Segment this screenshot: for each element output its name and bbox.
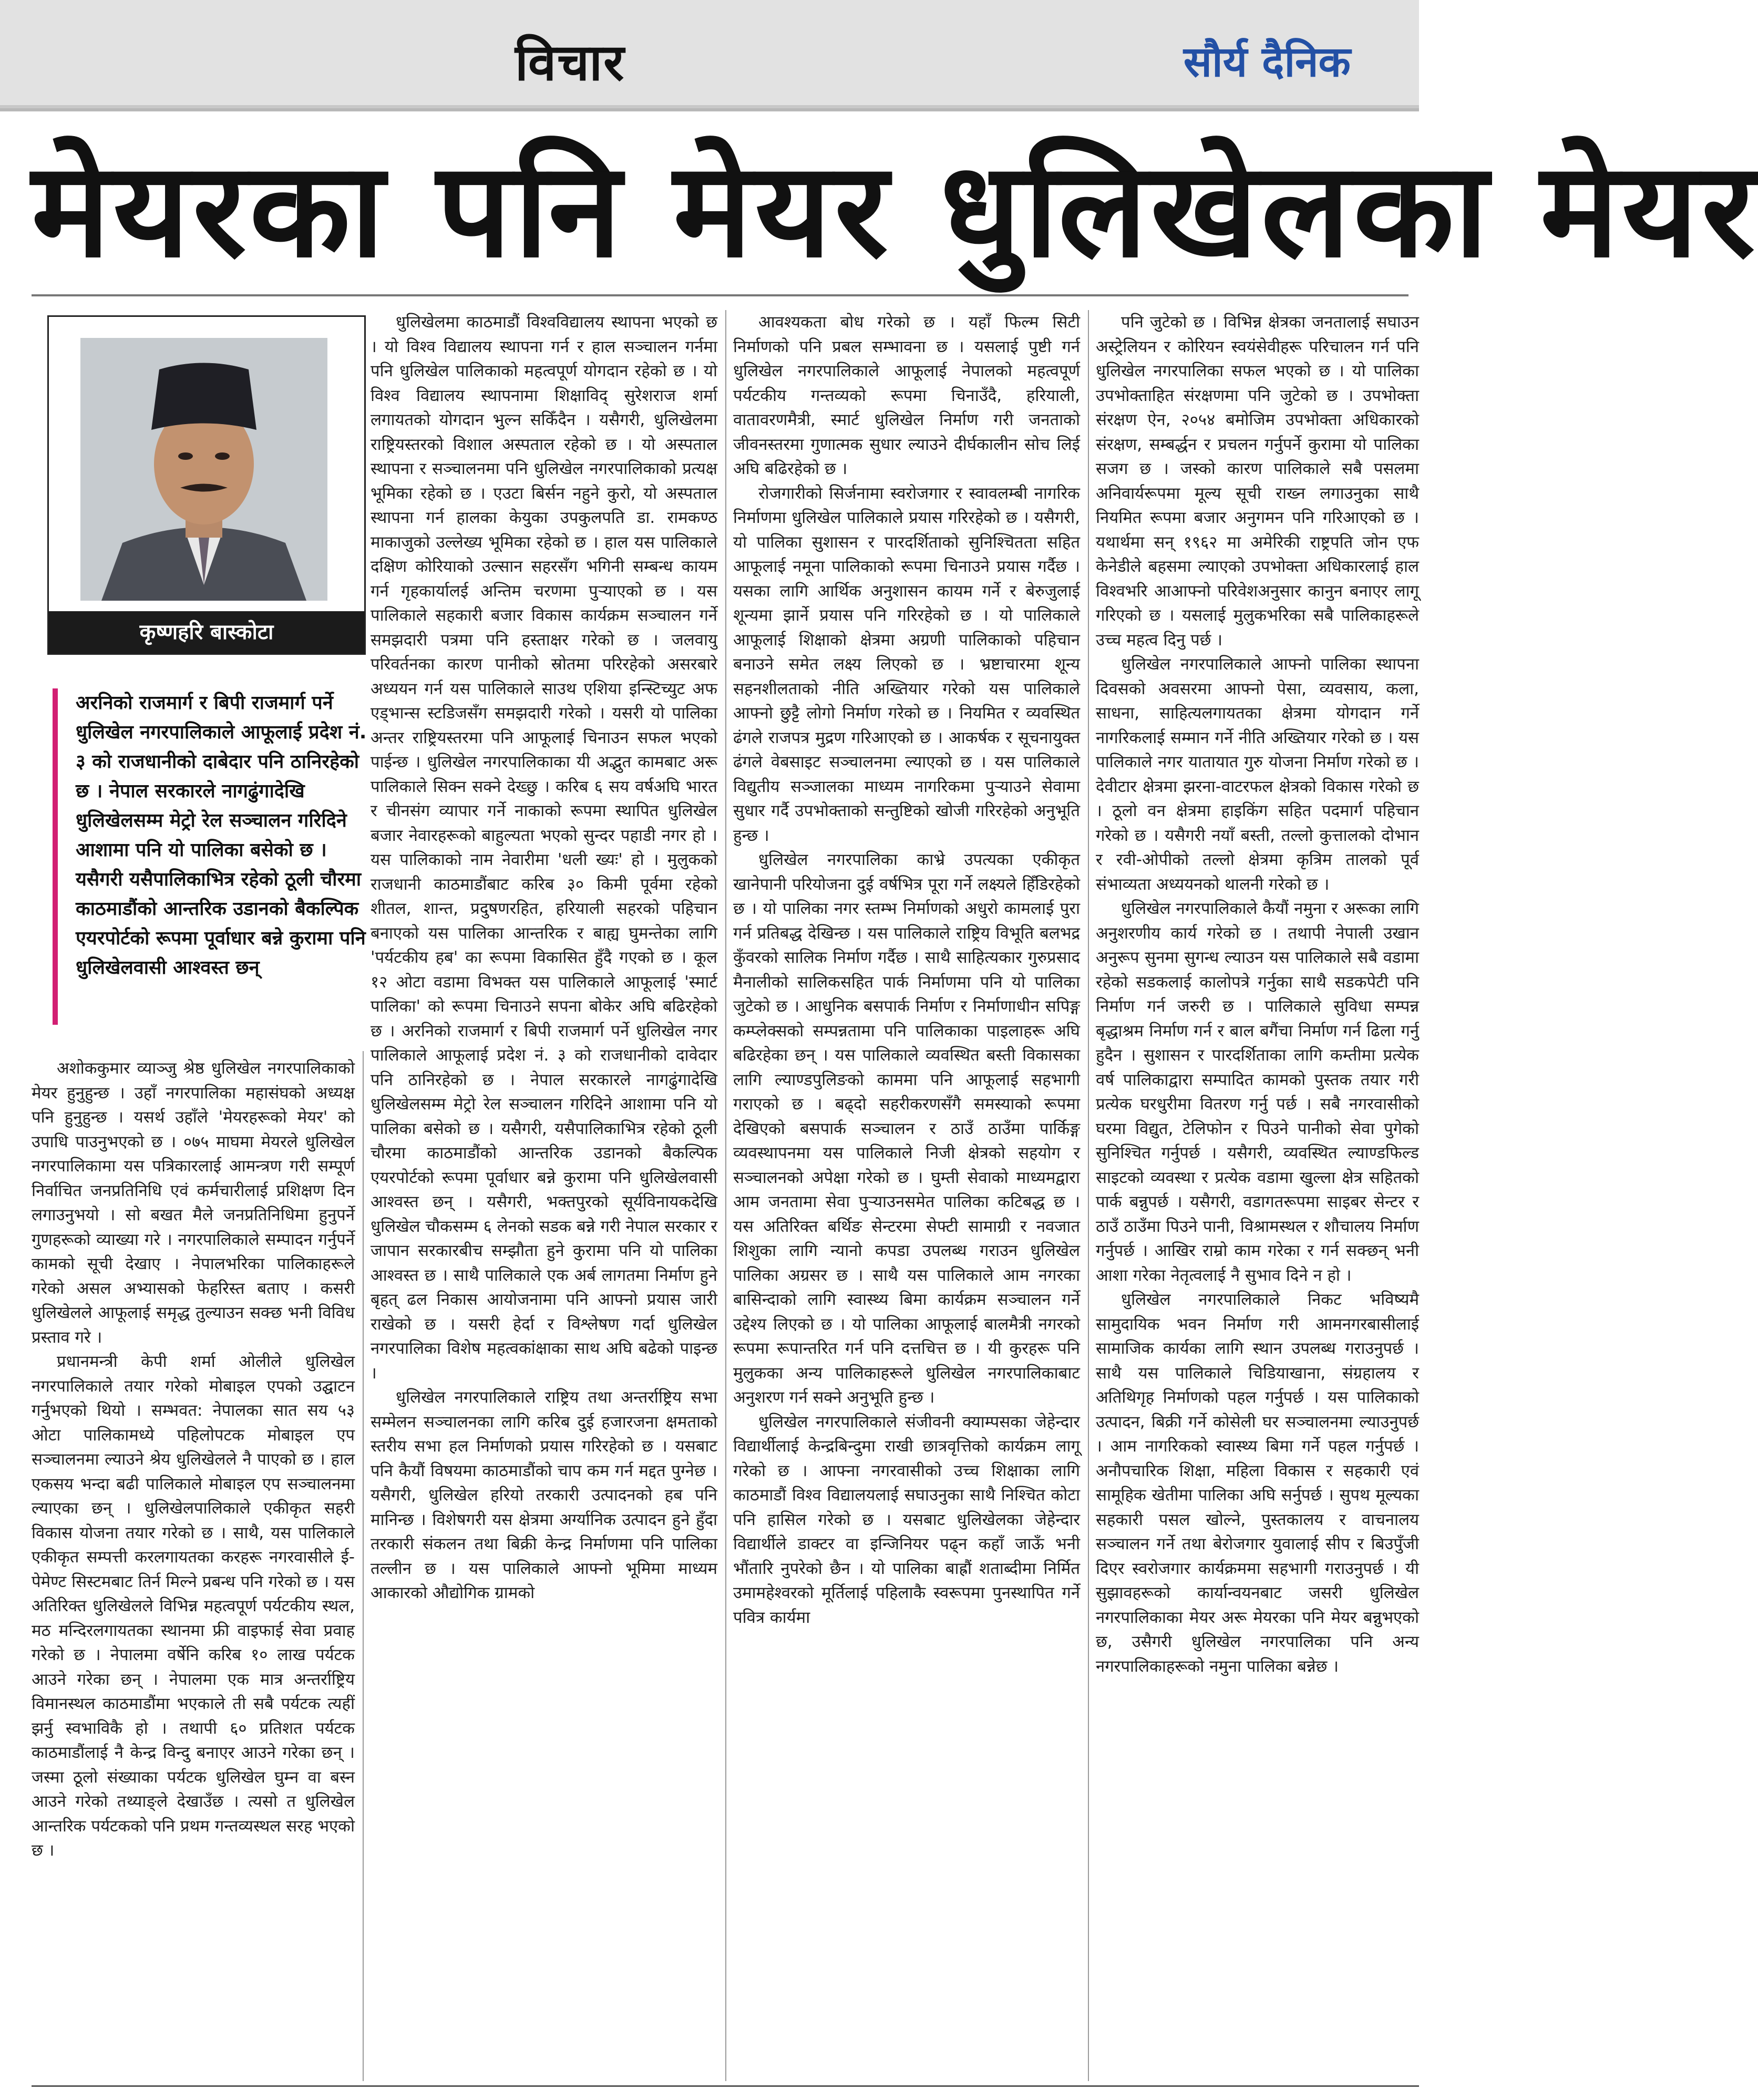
portrait-photo bbox=[80, 338, 327, 601]
article-column-2 bbox=[371, 310, 717, 2081]
article-headline: मेयरका पनि मेयर धुलिखेलका मेयर bbox=[32, 133, 1758, 286]
paragraph: आवश्यकता बोध गरेको छ । यहाँ फिल्म सिटी निर्माणको पनि प्रबल सम्भावना छ । यसलाई पुष्टी गर्न धुलिखेल नगरपालिकाले आफूलाई नेपालको महत्वपूर्ण पर्यटकीय गन्तव्यको रूपमा चिनाउँदै, हरियाली, वातावरणमैत्री, स्मार्ट धुलिखेल निर्माण गरी जनताको जीवनस्तरमा गुणात्मक सुधार ल्याउने दीर्घकालीन सोच लिई अघि बढिरहेको छ । bbox=[733, 313, 1080, 478]
section-label: विचार bbox=[515, 33, 625, 92]
portrait-icon bbox=[80, 338, 327, 601]
paragraph: धुलिखेल नगरपालिकाले राष्ट्रिय तथा अन्तर्राष्ट्रिय सभा सम्मेलन सञ्चालनका लागि करिब दुई हजारजना क्षमताको स्तरीय सभा हल निर्माणको प्रयास गरिरहेको छ । यसबाट पनि कैयौं विषयमा काठमाडौंको चाप कम गर्न मद्दत पुग्नेछ । यसैगरी, धुलिखेल हरियो तरकारी उत्पादनको हब पनि मानिन्छ । विशेषगरी यस क्षेत्रमा अर्ग्यानिक उत्पादन हुने हुँदा तरकारी संकलन तथा बिक्री केन्द्र निर्माणमा पनि पालिका तल्लीन छ । यस पालिकाले आफ्नो भूमिमा माध्यम आकारको औद्योगिक ग्रामको bbox=[371, 1388, 717, 1602]
paragraph: पनि जुटेको छ । विभिन्न क्षेत्रका जनतालाई सघाउन अस्ट्रेलियन र कोरियन स्वयंसेवीहरू परिचालन गर्न पनि धुलिखेल नगरपालिका सफल भएको छ । यो पालिका उपभोक्ताहित संरक्षणमा पनि जुटेको छ । उपभोक्ता संरक्षण ऐन, २०५४ बमोजिम उपभोक्ता अधिकारको संरक्षण, सम्बर्द्धन र प्रचलन गर्नुपर्ने कुरामा यो पालिका सजग छ । जस्को कारण पालिकाले सबै पसलमा अनिवार्यरूपमा मूल्य सूची राख्न लगाउनुका साथै नियमित रूपमा बजार अनुगमन पनि गरिआएको छ । यथार्थमा सन् १९६२ मा अमेरिकी राष्ट्रपति जोन एफ केनेडीले बहसमा ल्याएको उपभोक्ता अधिकारलाई हाल विश्वभरि आआफ्नो परिवेशअनुसार कानुन बनाएर लागू गरिएको छ । यसलाई मुलुकभरिका सबै पालिकाहरूले उच्च महत्व दिनु पर्छ । bbox=[1096, 313, 1419, 650]
paragraph: रोजगारीको सिर्जनामा स्वरोजगार र स्वावलम्बी नागरिक निर्माणमा धुलिखेल पालिकाले प्रयास गरिरहेको छ । यसैगरी, यो पालिका सुशासन र पारदर्शिताको सुनिश्चितता सहित आफूलाई नमूना पालिकाको रूपमा चिनाउने प्रयास गर्दैछ । यसका लागि आर्थिक अनुशासन कायम गर्ने र बेरुजुलाई शून्यमा झार्ने प्रयास पनि गरिरहेको छ । यो पालिकाले आफूलाई शिक्षाको क्षेत्रमा अग्रणी पालिकाको पहिचान बनाउने समेत लक्ष्य लिएको छ । भ्रष्टाचारमा शून्य सहनशीलताको नीति अख्तियार गरेको यस पालिकाले आफ्नो छुट्टै लोगो निर्माण गरेको छ । नियमित र व्यवस्थित ढंगले राजपत्र मुद्रण गरिआएको छ । आकर्षक र सूचनायुक्त ढंगले वेबसाइट सञ्चालनमा ल्याएको छ । यस पालिकाले विद्युतीय सञ्जालका माध्यम नागरिकमा पुऱ्याउने सेवामा सुधार गर्दै उपभोक्ताको सन्तुष्टिको खोजी गरिरहेको अनुभूति हुन्छ । bbox=[733, 483, 1080, 845]
article-column-3 bbox=[733, 310, 1080, 2081]
paragraph: धुलिखेल नगरपालिकाले संजीवनी क्याम्पसका जेहेन्दार विद्यार्थीलाई केन्द्रबिन्दुमा राखी छात्रवृत्तिको कार्यक्रम लागू गरेको छ । आफ्ना नगरवासीको उच्च शिक्षाका लागि काठमाडौं विश्व विद्यालयलाई सघाउनुका साथै निश्चित कोटा पनि हासिल गरेको छ । यसबाट धुलिखेलका जेहेन्दार विद्यार्थीले डाक्टर वा इन्जिनियर पढ्न कहाँ जाऊँ भनी भौंतारि नुपरेको छैन । यो पालिका बाह्रौं शताब्दीमा निर्मित उमामहेश्वरको मूर्तिलाई पहिलाकै स्वरूपमा पुनस्थापित गर्ने पवित्र कार्यमा bbox=[733, 1412, 1080, 1627]
column-divider bbox=[363, 1051, 364, 2081]
paragraph: धुलिखेल नगरपालिकाले निकट भविष्यमै सामुदायिक भवन निर्माण गरी आमनगरबासीलाई सामाजिक कार्यका लागि स्थान उपलब्ध गराउनुपर्छ । साथै यस पालिकाले चिडियाखाना, संग्रहालय र अतिथिगृह निर्माणको पहल गर्नुपर्छ । यस पालिकाको उत्पादन, बिक्री गर्ने कोसेली घर सञ्चालनमा ल्याउनुपर्छ । आम नागरिकको स्वास्थ्य बिमा गर्ने पहल गर्नुपर्छ । अनौपचारिक शिक्षा, महिला विकास र सहकारी एवं सामूहिक खेतीमा पालिका अघि सर्नुपर्छ । सुपथ मूल्यका सहकारी पसल खोल्ने, पुस्तकालय र वाचनालय सञ्चालन गर्ने तथा बेरोजगार युवालाई सीप र बिउपुँजी दिएर स्वरोजगार कार्यक्रममा सहभागी गराउनुपर्छ । यी सुझावहरूको कार्यान्वयनबाट जसरी धुलिखेल नगरपालिकाका मेयर अरू मेयरका पनि मेयर बन्नुभएको छ, उसैगरी धुलिखेल नगरपालिका पनि अन्य नगरपालिकाहरूको नमुना पालिका बन्नेछ । bbox=[1096, 1290, 1419, 1676]
paragraph: प्रधानमन्त्री केपी शर्मा ओलीले धुलिखेल नगरपालिकाले तयार गरेको मोबाइल एपको उद्घाटन गर्नुभएको थियो । सम्भवत: नेपालका सात सय ५३ ओटा पालिकामध्ये पहिलोपटक मोबाइल एप सञ्चालनमा ल्याउने श्रेय धुलिखेलले नै पाएको छ । हाल एकसय भन्दा बढी पालिकाले मोबाइल एप सञ्चालनमा ल्याएका छन् । धुलिखेलपालिकाले एकीकृत सहरी विकास योजना तयार गरेको छ । साथै, यस पालिकाले एकीकृत सम्पत्ती करलगायतका करहरू नगरवासीले ई-पेमेण्ट सिस्टमबाट तिर्न मिल्ने प्रबन्ध पनि गरेको छ । यस अतिरिक्त धुलिखेलले विभिन्न महत्वपूर्ण पर्यटकीय स्थल, मठ मन्दिरलगायतका स्थानमा फ्री वाइफाई सेवा प्रवाह गरेको छ । नेपालमा वर्षेनि करिब १० लाख पर्यटक आउने गरेका छन् । नेपालमा एक मात्र अन्तर्राष्ट्रिय विमानस्थल काठमाडौंमा भएकाले ती सबै पर्यटक त्यहीं झर्नु स्वभाविकै हो । तथापी ६० प्रतिशत पर्यटक काठमाडौंलाई नै केन्द्र विन्दु बनाएर आउने गरेका छन् । जस्मा ठूलो संख्याका पर्यटक धुलिखेल घुम्न वा बस्न आउने गरेको तथ्याङ्ले देखाउँछ । त्यसो त धुलिखेल आन्तरिक पर्यटकको पनि प्रथम गन्तव्यस्थल सरह भएको छ । bbox=[32, 1352, 355, 1860]
pull-quote: अरनिको राजमार्ग र बिपी राजमार्ग पर्ने धुलिखेल नगरपालिकाले आफूलाई प्रदेश नं. ३ को राजधानीको दाबेदार पनि ठानिरहेको छ । नेपाल सरकारले नागढुंगादेखि धुलिखेलसम्म मेट्रो रेल सञ्चालन गरिदिने आशामा पनि यो पालिका बसेको छ । यसैगरी यसैपालिकाभित्र रहेको ठूली चौरमा काठमाडौंको आन्तरिक उडानको बैकल्पिक एयरपोर्टको रूपमा पूर्वाधार बन्ने कुरामा पनि धुलिखेलवासी आश्वस्त छन् bbox=[53, 688, 370, 1025]
column-divider bbox=[725, 310, 726, 2081]
article-column-1 bbox=[32, 1056, 355, 2081]
article-column-4 bbox=[1096, 310, 1419, 2081]
paragraph: धुलिखेलमा काठमाडौं विश्वविद्यालय स्थापना भएको छ । यो विश्व विद्यालय स्थापना गर्न र हाल सञ्चालन गर्नमा पनि धुलिखेल पालिकाको महत्वपूर्ण योगदान रहेको छ । यो विश्व विद्यालय स्थापनामा शिक्षाविद् सुरेशराज शर्मा लगायतको योगदान भुल्न सकिँदैन । यसैगरी, धुलिखेलमा राष्ट्रियस्तरको विशाल अस्पताल रहेको छ । यो अस्पताल स्थापना र सञ्चालनमा पनि धुलिखेल नगरपालिकाको प्रत्यक्ष भूमिका रहेको छ । एउटा बिर्सन नहुने कुरो, यो अस्पताल स्थापना गर्न हालका केयुका उपकुलपति डा. रामकण्ठ माकाजुको उल्लेख्य भूमिका रहेको छ । हाल यस पालिकाले दक्षिण कोरियाको उल्सान सहरसँग भगिनी सम्बन्ध कायम गर्न गृहकार्यालई अन्तिम चरणमा पुऱ्याएको छ । यस पालिकाले सहकारी बजार विकास कार्यक्रम सञ्चालन गर्ने समझदारी पत्रमा पनि हस्ताक्षर गरेको छ । जलवायु परिवर्तनका कारण पानीको स्रोतमा परिरहेको असरबारे अध्ययन गर्न यस पालिकाले साउथ एशिया इन्स्टिच्युट अफ एड्भान्स स्टडिजसँग समझदारी गरेको । यसरी यो पालिका अन्तर राष्ट्रियस्तरमा पनि आफूलाई चिनाउन सफल भएको पाईन्छ । धुलिखेल नगरपालिकाका यी अद्भुत कामबाट अरू पालिकाले सिक्न सक्ने देख्छु । करिब ६ सय वर्षअघि भारत र चीनसंग व्यापार गर्ने नाकाको रूपमा स्थापित धुलिखेल बजार नेवारहरूको बाहुल्यता भएको सुन्दर पहाडी नगर हो । यस पालिकाको नाम नेवारीमा 'धली ख्यः' हो । मुलुकको राजधानी काठमाडौंबाट करिब ३० किमी पूर्वमा रहेको शीतल, शान्त, प्रदुषणरहित, हरियाली सहरको पहिचान बनाएको यस पालिका आन्तरिक र बाह्य घुमन्तेका लागि 'पर्यटकीय हब' का रूपमा विकासित हुँदै गएको छ । कूल १२ ओटा वडामा विभक्त यस पालिकाले आफूलाई 'स्मार्ट पालिका' को रूपमा चिनाउने सपना बोकेर अघि बढिरहेको छ । अरनिको राजमार्ग र बिपी राजमार्ग पर्ने धुलिखेल नगर पालिकाले आफूलाई प्रदेश नं. ३ को राजधानीको दावेदार पनि ठानिरहेको छ । नेपाल सरकारले नागढुंगादेखि धुलिखेलसम्म मेट्रो रेल सञ्चालन गरिदिने आशामा पनि यो पालिका बसेको छ । यसैगरी, यसैपालिकाभित्र रहेको ठूली चौरमा काठमाडौंको आन्तरिक उडानको बैकल्पिक एयरपोर्टको रूपमा पूर्वाधार बन्ने कुरामा पनि धुलिखेलवासी आश्वस्त छन् । यसैगरी, भक्तपुरको सूर्यविनायकदेखि धुलिखेल चौकसम्म ६ लेनको सडक बन्ने गरी नेपाल सरकार र जापान सरकारबीच सम्झौता हुने कुरामा पनि यो पालिका आश्वस्त छ । साथै पालिकाले एक अर्ब लागतमा निर्माण हुने बृहत् ढल निकास आयोजनामा पनि आफ्नो प्रयास जारी राखेको छ । यसरी हेर्दा र विश्लेषण गर्दा धुलिखेल नगरपालिका विशेष महत्वकांक्षाका साथ अघि बढेको पाइन्छ । bbox=[371, 313, 717, 1383]
page-header bbox=[0, 0, 1419, 108]
footer-rule bbox=[32, 2085, 1419, 2087]
column-divider bbox=[1088, 310, 1089, 2081]
paragraph: धुलिखेल नगरपालिकाले आफ्नो पालिका स्थापना दिवसको अवसरमा आफ्नो पेसा, व्यवसाय, कला, साधना, साहित्यलगायतका क्षेत्रमा योगदान गर्ने नागरिकलाई सम्मान गर्ने नीति अख्तियार गरेको छ । यस पालिकाले नगर यातायात गुरु योजना निर्माण गरेको छ । देवीटार क्षेत्रमा झरना-वाटरफल क्षेत्रको विकास गरेको छ । ठूलो वन क्षेत्रमा हाइकिंग सहित पदमार्ग पहिचान गरेको छ । यसैगरी नयाँ बस्ती, तल्लो कुत्तालको दोभान र रवी-ओपीको तल्लो क्षेत्रमा कृत्रिम तालको पूर्व संभाव्यता अध्ययनको थालनी गरेको छ । bbox=[1096, 655, 1419, 894]
author-photo-box bbox=[47, 315, 366, 655]
paragraph: धुलिखेल नगरपालिकाले कैयौं नमुना र अरूका लागि अनुशरणीय कार्य गरेको छ । तथापी नेपाली उखान अनुरूप सुनमा सुगन्ध ल्याउन यस पालिकाले सबै वडामा रहेको सडकलाई कालोपत्रे गर्नुका साथै सडकपेटी पनि निर्माण गर्न जरुरी छ । पालिकाले सुविधा सम्पन्न बृद्धाश्रम निर्माण गर्न र बाल बगैंचा निर्माण गर्न ढिला गर्नु हुदैन । सुशासन र पारदर्शिताका लागि कम्तीमा प्रत्येक वर्ष पालिकाद्वारा सम्पादित कामको पुस्तक तयार गरी प्रत्येक घरधुरीमा वितरण गर्नु पर्छ । सबै नगरवासीको घरमा विद्युत, टेलिफोन र पिउने पानीको सेवा पुगेको सुनिश्चित गर्नुपर्छ । यसैगरी, व्यवस्थित ल्याण्डफिल्ड साइटको व्यवस्था र प्रत्येक वडामा खुल्ला क्षेत्र सहितको पार्क बन्नुपर्छ । यसैगरी, वडागतरूपमा साइबर सेन्टर र ठाउँ ठाउँमा पिउने पानी, विश्रामस्थल र शौचालय निर्माण गर्नुपर्छ । आखिर राम्रो काम गरेका र गर्न सक्छन् भनी आशा गरेका नेतृत्वलाई नै सुभाव दिने न हो । bbox=[1096, 899, 1419, 1285]
author-name: कृष्णहरि बास्कोटा bbox=[49, 611, 364, 653]
paragraph: धुलिखेल नगरपालिका काभ्रे उपत्यका एकीकृत खानेपानी परियोजना दुई वर्षभित्र पूरा गर्ने लक्ष्यले हिँडिरहेको छ । यो पालिका नगर स्तम्भ निर्माणको अधुरो कामलाई पुरा गर्न प्रतिबद्ध देखिन्छ । यस पालिकाले राष्ट्रिय विभूति बलभद्र कुँवरको सालिक निर्माण गर्दैछ । साथै साहित्यकार गुरुप्रसाद मैनालीको सालिकसहित पार्क निर्माणमा पनि यो पालिका जुटेको छ । आधुनिक बसपार्क निर्माण र निर्माणाधीन सपिङ्ग कम्प्लेक्सको सम्पन्नतामा पनि पालिकाका पाइलाहरू अघि बढिरहेका छन् । यस पालिकाले व्यवस्थित बस्ती विकासका लागि ल्याण्डपुलिङको काममा पनि आफूलाई सहभागी गराएको छ । बढ्दो सहरीकरणसँगै समस्याको रूपमा देखिएको बसपार्क सञ्चालन र ठाउँ ठाउँमा पार्किङ्ग व्यवस्थापनमा यस पालिकाले निजी क्षेत्रको सहयोग र सञ्चालनको अपेक्षा गरेको छ । घुम्ती सेवाको माध्यमद्वारा आम जनतामा सेवा पुऱ्याउनसमेत पालिका कटिबद्ध छ । यस अतिरिक्त बर्थिङ सेन्टरमा सेफ्टी सामाग्री र नवजात शिशुका लागि न्यानो कपडा उपलब्ध गराउन धुलिखेल पालिका अग्रसर छ । साथै यस पालिकाले आम नगरका बासिन्दाको लागि स्वास्थ्य बिमा कार्यक्रम सञ्चालन गर्ने उद्देश्य लिएको छ । यो पालिका आफूलाई बालमैत्री नगरको रूपमा रूपान्तरित गर्न पनि दत्तचित्त छ । यी कुरहरू पनि मुलुकका अन्य पालिकाहरूले धुलिखेल नगरपालिकाबाट अनुशरण गर्न सक्ने अनुभूति हुन्छ । bbox=[733, 850, 1080, 1407]
paragraph: अशोककुमार व्याञ्जु श्रेष्ठ धुलिखेल नगरपालिकाको मेयर हुनुहुन्छ । उहाँ नगरपालिका महासंघको अध्यक्ष पनि हुनुहुन्छ । यसर्थ उहाँले 'मेयरहरूको मेयर' को उपाधि पाउनुभएको छ । ०७५ माघमा मेयरले धुलिखेल नगरपालिकामा यस पत्रिकारलाई आमन्त्रण गरी सम्पूर्ण निर्वाचित जनप्रतिनिधि एवं कर्मचारीलाई प्रशिक्षण दिन लगाउनुभयो । सो बखत मैले जनप्रतिनिधिमा हुनुपर्ने गुणहरूको व्याख्या गरे । नगरपालिकाले सम्पादन गर्नुपर्ने कामको सूची देखाए । नेपालभरिका पालिकाहरूले गरेको असल अभ्यासको फेहरिस्त बताए । कसरी धुलिखेलले आफूलाई समृद्ध तुल्याउन सक्छ भनी विविध प्रस्ताव गरे । bbox=[32, 1059, 355, 1347]
header-rule bbox=[0, 108, 1419, 111]
newspaper-brand: सौर्य दैनिक bbox=[1183, 37, 1351, 86]
headline-rule bbox=[32, 294, 1409, 296]
